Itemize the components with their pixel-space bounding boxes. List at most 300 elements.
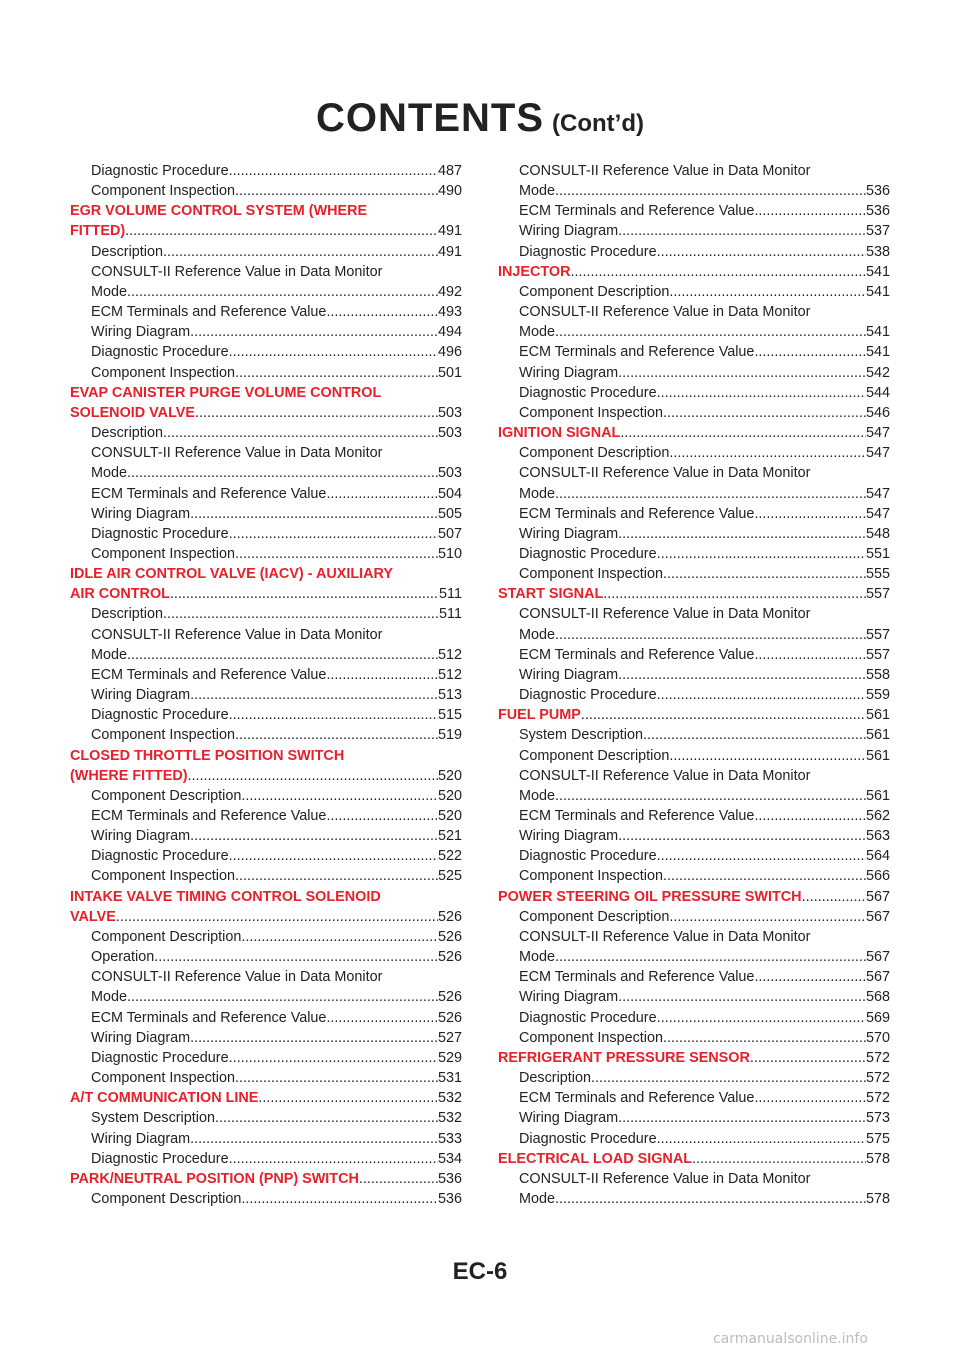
toc-entry[interactable] bbox=[70, 242, 462, 262]
toc-entry-label: System Description bbox=[519, 727, 643, 744]
dot-leader bbox=[326, 806, 438, 826]
toc-entry[interactable] bbox=[498, 443, 890, 463]
toc-entry-line: CONSULT-II Reference Value in Data Monitor bbox=[519, 1170, 811, 1187]
dot-leader bbox=[235, 181, 438, 201]
toc-entry-label: ECM Terminals and Reference Value bbox=[91, 304, 327, 321]
page-number: EC-6 bbox=[452, 1258, 508, 1285]
dot-leader bbox=[229, 1048, 438, 1068]
toc-entry-label: VALVE bbox=[70, 908, 116, 925]
toc-entry-label: Wiring Diagram bbox=[519, 989, 619, 1006]
toc-entry[interactable] bbox=[70, 685, 462, 705]
dot-leader bbox=[603, 584, 866, 604]
toc-entry-page: 492 bbox=[437, 283, 462, 300]
toc-entry[interactable] bbox=[70, 1068, 462, 1088]
toc-entry[interactable] bbox=[498, 322, 890, 342]
toc-entry[interactable] bbox=[70, 665, 462, 685]
toc-entry-page: 536 bbox=[865, 183, 890, 200]
toc-entry[interactable] bbox=[70, 947, 462, 967]
toc-entry-label: POWER STEERING OIL PRESSURE SWITCH bbox=[498, 888, 802, 905]
toc-entry[interactable] bbox=[498, 524, 890, 544]
toc-entry[interactable] bbox=[70, 322, 462, 342]
toc-entry-page: 544 bbox=[865, 384, 890, 401]
toc-section-heading[interactable] bbox=[70, 1088, 462, 1108]
toc-entry-page: 555 bbox=[865, 566, 890, 583]
page-title bbox=[0, 96, 960, 141]
dot-leader bbox=[618, 363, 866, 383]
toc-entry[interactable] bbox=[498, 1189, 890, 1209]
dot-leader bbox=[235, 363, 438, 383]
toc-entry-page: 504 bbox=[437, 485, 462, 502]
toc-entry-line: CONSULT-II Reference Value in Data Monitor bbox=[91, 626, 383, 643]
toc-entry-label: ECM Terminals and Reference Value bbox=[519, 505, 755, 522]
toc-entry-page: 557 bbox=[865, 586, 890, 603]
toc-entry-label: Mode bbox=[91, 283, 127, 300]
toc-entry-line: CONSULT-II Reference Value in Data Monitor bbox=[91, 969, 383, 986]
dot-leader bbox=[754, 1088, 866, 1108]
toc-entry-page: 526 bbox=[437, 949, 462, 966]
toc-entry[interactable] bbox=[70, 544, 462, 564]
toc-entry-label: ECM Terminals and Reference Value bbox=[91, 666, 327, 683]
toc-entry[interactable] bbox=[498, 685, 890, 705]
dot-leader bbox=[188, 766, 438, 786]
toc-entry-label: System Description bbox=[91, 1110, 215, 1127]
toc-entry[interactable] bbox=[70, 927, 462, 947]
dot-leader bbox=[229, 705, 438, 725]
dot-leader bbox=[555, 484, 866, 504]
toc-entry-label: Component Description bbox=[91, 928, 242, 945]
dot-leader bbox=[663, 564, 866, 584]
toc-entry-page: 578 bbox=[865, 1190, 890, 1207]
toc-entry[interactable] bbox=[498, 1028, 890, 1048]
toc-entry-page: 534 bbox=[437, 1150, 462, 1167]
toc-entry[interactable] bbox=[70, 645, 462, 665]
toc-entry-page: 569 bbox=[865, 1009, 890, 1026]
toc-entry-page: 511 bbox=[439, 586, 462, 603]
toc-entry[interactable] bbox=[70, 282, 462, 302]
dot-leader bbox=[190, 1028, 438, 1048]
dot-leader bbox=[802, 887, 866, 907]
toc-entry-label: ECM Terminals and Reference Value bbox=[519, 808, 755, 824]
dot-leader bbox=[190, 685, 438, 705]
toc-entry-label: Diagnostic Procedure bbox=[519, 1130, 657, 1147]
toc-entry-page: 561 bbox=[865, 707, 890, 724]
toc-entry-label: Diagnostic Procedure bbox=[91, 1049, 229, 1066]
toc-section-heading[interactable] bbox=[498, 1048, 890, 1068]
toc-entry-page: 567 bbox=[865, 908, 890, 925]
toc-entry-label: ECM Terminals and Reference Value bbox=[91, 485, 327, 502]
toc-entry-page: 503 bbox=[437, 465, 462, 482]
toc-entry[interactable] bbox=[70, 524, 462, 544]
dot-leader bbox=[754, 504, 866, 524]
toc-entry-page: 491 bbox=[437, 223, 462, 240]
toc-entry-page: 520 bbox=[437, 808, 462, 824]
toc-entry[interactable] bbox=[498, 665, 890, 685]
toc-entry[interactable] bbox=[70, 1189, 462, 1209]
dot-leader bbox=[241, 927, 438, 947]
dot-leader bbox=[581, 705, 866, 725]
toc-left-column bbox=[70, 161, 462, 1209]
dot-leader bbox=[663, 403, 866, 423]
toc-entry-label: Diagnostic Procedure bbox=[519, 687, 657, 704]
toc-section-heading[interactable] bbox=[498, 423, 890, 443]
toc-entry-label: ELECTRICAL LOAD SIGNAL bbox=[498, 1150, 693, 1167]
dot-leader bbox=[555, 786, 866, 806]
toc-entry-label: Description bbox=[519, 1070, 591, 1087]
toc-entry-page: 548 bbox=[865, 525, 890, 542]
toc-entry[interactable] bbox=[498, 1129, 890, 1149]
toc-entry[interactable] bbox=[498, 242, 890, 262]
toc-entry-label: Mode bbox=[519, 949, 555, 966]
toc-entry-label: Component Description bbox=[91, 787, 242, 804]
toc-entry-page: 522 bbox=[437, 848, 462, 865]
toc-entry-line: CONSULT-II Reference Value in Data Monitor bbox=[91, 445, 383, 462]
toc-right-column bbox=[498, 161, 890, 1209]
dot-leader bbox=[618, 221, 866, 241]
toc-entry-page: 510 bbox=[437, 545, 462, 562]
toc-entry-page: 520 bbox=[437, 767, 462, 784]
dot-leader bbox=[618, 665, 866, 685]
dot-leader bbox=[750, 1048, 866, 1068]
toc-entry[interactable] bbox=[70, 423, 462, 443]
dot-leader bbox=[669, 746, 866, 766]
dot-leader bbox=[241, 1189, 438, 1209]
toc-entry-page: 561 bbox=[865, 727, 890, 744]
dot-leader bbox=[190, 1129, 438, 1149]
toc-entry[interactable] bbox=[70, 604, 462, 624]
dot-leader bbox=[591, 1068, 866, 1088]
toc-entry[interactable] bbox=[498, 866, 890, 886]
toc-entry[interactable] bbox=[70, 302, 462, 322]
toc-entry-page: 536 bbox=[437, 1170, 462, 1187]
dot-leader bbox=[326, 665, 438, 685]
toc-entry[interactable] bbox=[70, 1028, 462, 1048]
dot-leader bbox=[754, 342, 866, 362]
title-main: CONTENTS bbox=[316, 96, 545, 140]
toc-entry[interactable] bbox=[498, 806, 890, 826]
toc-entry-page: 526 bbox=[437, 989, 462, 1006]
toc-entry-page: 567 bbox=[865, 888, 890, 905]
toc-entry-page: 568 bbox=[865, 989, 890, 1006]
toc-entry[interactable] bbox=[70, 866, 462, 886]
toc-entry-page: 573 bbox=[865, 1110, 890, 1127]
toc-entry-label: Diagnostic Procedure bbox=[519, 848, 657, 865]
toc-entry-page: 532 bbox=[437, 1110, 462, 1127]
toc-entry-line: CONSULT-II Reference Value in Data Monitor bbox=[91, 263, 383, 280]
toc-entry[interactable] bbox=[498, 544, 890, 564]
toc-entry[interactable] bbox=[498, 987, 890, 1007]
dot-leader bbox=[657, 544, 866, 564]
toc-entry[interactable] bbox=[70, 705, 462, 725]
toc-entry-label: Component Inspection bbox=[91, 727, 235, 744]
toc-entry-page: 547 bbox=[865, 505, 890, 522]
toc-entry-page: 494 bbox=[437, 324, 462, 341]
dot-leader bbox=[754, 201, 866, 221]
toc-entry-page: 547 bbox=[865, 485, 890, 502]
toc-entry[interactable] bbox=[498, 201, 890, 221]
toc-entry[interactable] bbox=[70, 1008, 462, 1028]
toc-entry[interactable] bbox=[498, 725, 890, 745]
toc-entry-label: Component Description bbox=[91, 1190, 242, 1207]
dot-leader bbox=[190, 826, 438, 846]
toc-entry[interactable] bbox=[70, 806, 462, 826]
dot-leader bbox=[643, 725, 866, 745]
toc-entry[interactable] bbox=[70, 846, 462, 866]
toc-entry-label: Diagnostic Procedure bbox=[519, 545, 657, 562]
toc-section-heading-line: INTAKE VALVE TIMING CONTROL SOLENOID bbox=[70, 888, 381, 905]
dot-leader bbox=[359, 1169, 438, 1189]
toc-entry[interactable] bbox=[498, 947, 890, 967]
toc-entry-label: FITTED) bbox=[70, 223, 126, 240]
toc-section-heading[interactable] bbox=[498, 887, 890, 907]
toc-entry[interactable] bbox=[70, 725, 462, 745]
toc-entry[interactable] bbox=[498, 403, 890, 423]
toc-entry[interactable] bbox=[498, 282, 890, 302]
toc-entry-page: 541 bbox=[865, 344, 890, 361]
dot-leader bbox=[657, 242, 866, 262]
toc-entry-label: AIR CONTROL bbox=[70, 586, 170, 603]
dot-leader bbox=[154, 947, 438, 967]
toc-entry-label: Component Inspection bbox=[519, 1029, 663, 1046]
toc-entry-label: ECM Terminals and Reference Value bbox=[91, 808, 327, 824]
toc-section-heading-line: EVAP CANISTER PURGE VOLUME CONTROL bbox=[70, 384, 382, 401]
toc-entry-page: 521 bbox=[437, 828, 462, 845]
toc-entry-page: 566 bbox=[865, 868, 890, 885]
toc-entry-line: CONSULT-II Reference Value in Data Monitor bbox=[519, 606, 811, 623]
toc-section-heading[interactable] bbox=[70, 907, 462, 927]
dot-leader bbox=[215, 1108, 438, 1128]
toc-entry-page: 513 bbox=[437, 687, 462, 704]
toc-entry-page: 512 bbox=[437, 646, 462, 663]
dot-leader bbox=[663, 1028, 866, 1048]
toc-entry-page: 490 bbox=[437, 183, 462, 200]
toc-entry-label: ECM Terminals and Reference Value bbox=[91, 1009, 327, 1026]
dot-leader bbox=[555, 322, 866, 342]
toc-entry-label: Operation bbox=[91, 949, 155, 966]
toc-entry-label: Wiring Diagram bbox=[519, 828, 619, 845]
toc-entry[interactable] bbox=[498, 746, 890, 766]
dot-leader bbox=[555, 181, 866, 201]
toc-entry[interactable] bbox=[70, 342, 462, 362]
dot-leader bbox=[195, 403, 438, 423]
dot-leader bbox=[235, 1068, 438, 1088]
toc-entry[interactable] bbox=[498, 1068, 890, 1088]
toc-entry-page: 533 bbox=[437, 1130, 462, 1147]
toc-entry-label: Mode bbox=[519, 485, 555, 502]
dot-leader bbox=[669, 443, 866, 463]
toc-entry[interactable] bbox=[70, 987, 462, 1007]
toc-section-heading-line: EGR VOLUME CONTROL SYSTEM (WHERE bbox=[70, 203, 368, 220]
dot-leader bbox=[326, 484, 438, 504]
toc-entry-page: 511 bbox=[439, 606, 462, 623]
toc-entry-label: Wiring Diagram bbox=[91, 828, 191, 845]
toc-entry-page: 507 bbox=[437, 525, 462, 542]
toc-entry-page: 536 bbox=[865, 203, 890, 220]
toc-entry-page: 529 bbox=[437, 1049, 462, 1066]
dot-leader bbox=[618, 987, 866, 1007]
toc-entry-label: Mode bbox=[519, 1190, 555, 1207]
toc-entry-page: 563 bbox=[865, 828, 890, 845]
dot-leader bbox=[657, 685, 866, 705]
toc-entry-label: A/T COMMUNICATION LINE bbox=[70, 1090, 259, 1107]
toc-entry-label: Diagnostic Procedure bbox=[91, 848, 229, 865]
toc-entry[interactable] bbox=[498, 625, 890, 645]
toc-section-heading[interactable] bbox=[498, 705, 890, 725]
toc-entry-page: 542 bbox=[865, 364, 890, 381]
toc-entry-label: Wiring Diagram bbox=[91, 687, 191, 704]
toc-entry-page: 515 bbox=[437, 707, 462, 724]
toc-entry[interactable] bbox=[498, 967, 890, 987]
toc-entry[interactable] bbox=[498, 383, 890, 403]
toc-entry-page: 526 bbox=[437, 908, 462, 925]
toc-entry-label: Diagnostic Procedure bbox=[91, 707, 229, 724]
toc-entry-label: Component Inspection bbox=[91, 1070, 235, 1087]
toc-entry-page: 538 bbox=[865, 243, 890, 260]
toc-entry-page: 541 bbox=[865, 263, 890, 280]
toc-entry-label: PARK/NEUTRAL POSITION (PNP) SWITCH bbox=[70, 1170, 359, 1187]
toc-entry[interactable] bbox=[70, 463, 462, 483]
toc-section-heading[interactable] bbox=[70, 1169, 462, 1189]
toc-entry[interactable] bbox=[70, 363, 462, 383]
toc-entry[interactable] bbox=[70, 826, 462, 846]
toc-entry-label: Component Description bbox=[519, 445, 670, 462]
toc-entry-page: 551 bbox=[865, 545, 890, 562]
toc-entry[interactable] bbox=[498, 504, 890, 524]
toc-entry-label: IGNITION SIGNAL bbox=[498, 425, 621, 442]
toc-entry-page: 512 bbox=[437, 666, 462, 683]
toc-section-heading[interactable] bbox=[70, 766, 462, 786]
dot-leader bbox=[618, 826, 866, 846]
toc-entry[interactable] bbox=[498, 564, 890, 584]
toc-entry-page: 541 bbox=[865, 283, 890, 300]
dot-leader bbox=[657, 383, 866, 403]
toc-entry-page: 575 bbox=[865, 1130, 890, 1147]
toc-entry-page: 559 bbox=[865, 687, 890, 704]
toc-entry-page: 487 bbox=[437, 163, 462, 179]
toc-entry-page: 491 bbox=[437, 243, 462, 260]
toc-entry-label: Mode bbox=[91, 646, 127, 663]
dot-leader bbox=[571, 262, 866, 282]
toc-entry-label: Component Inspection bbox=[519, 868, 663, 885]
toc-entry-page: 493 bbox=[437, 304, 462, 321]
toc-entry[interactable] bbox=[70, 181, 462, 201]
toc-entry[interactable] bbox=[70, 1108, 462, 1128]
toc-entry-line: CONSULT-II Reference Value in Data Monitor bbox=[519, 163, 811, 179]
toc-entry-page: 572 bbox=[865, 1049, 890, 1066]
dot-leader bbox=[618, 524, 866, 544]
toc-entry[interactable] bbox=[70, 786, 462, 806]
toc-entry-label: START SIGNAL bbox=[498, 586, 604, 603]
toc-entry[interactable] bbox=[498, 846, 890, 866]
dot-leader bbox=[669, 282, 866, 302]
toc-entry-page: 562 bbox=[865, 808, 890, 824]
dot-leader bbox=[127, 645, 438, 665]
toc-section-heading[interactable] bbox=[70, 403, 462, 423]
toc-section-heading-line: IDLE AIR CONTROL VALVE (IACV) - AUXILIARY bbox=[70, 566, 393, 583]
dot-leader bbox=[669, 907, 866, 927]
toc-entry-page: 561 bbox=[865, 787, 890, 804]
toc-entry-label: ECM Terminals and Reference Value bbox=[519, 344, 755, 361]
toc-section-heading[interactable] bbox=[70, 221, 462, 241]
toc-entry[interactable] bbox=[70, 484, 462, 504]
toc-entry-page: 503 bbox=[437, 404, 462, 421]
dot-leader bbox=[555, 625, 866, 645]
dot-leader bbox=[663, 866, 866, 886]
toc-entry-line: CONSULT-II Reference Value in Data Monitor bbox=[519, 465, 811, 482]
toc-entry[interactable] bbox=[70, 504, 462, 524]
toc-entry[interactable] bbox=[498, 1088, 890, 1108]
toc-entry[interactable] bbox=[498, 484, 890, 504]
title-subtitle: (Cont’d) bbox=[552, 110, 644, 137]
toc-entry-page: 525 bbox=[437, 868, 462, 885]
toc-entry-page: 496 bbox=[437, 344, 462, 361]
toc-entry[interactable] bbox=[498, 786, 890, 806]
toc-entry-label: Diagnostic Procedure bbox=[91, 344, 229, 361]
toc-entry[interactable] bbox=[498, 1008, 890, 1028]
toc-entry-page: 505 bbox=[437, 505, 462, 522]
toc-entry-label: Component Description bbox=[519, 747, 670, 764]
dot-leader bbox=[754, 645, 866, 665]
toc-entry-page: 531 bbox=[437, 1070, 462, 1087]
toc-entry-label: FUEL PUMP bbox=[498, 707, 581, 724]
toc-entry[interactable] bbox=[498, 826, 890, 846]
dot-leader bbox=[163, 242, 438, 262]
toc-entry-label: Mode bbox=[91, 989, 127, 1006]
toc-entry[interactable] bbox=[70, 1149, 462, 1169]
toc-section-heading[interactable] bbox=[70, 584, 462, 604]
toc-entry[interactable] bbox=[498, 363, 890, 383]
toc-entry-page: 570 bbox=[865, 1029, 890, 1046]
toc-entry[interactable] bbox=[70, 1048, 462, 1068]
toc-entry-line: CONSULT-II Reference Value in Data Monitor bbox=[519, 304, 811, 321]
toc-entry[interactable] bbox=[498, 342, 890, 362]
toc-entry-page: 537 bbox=[865, 223, 890, 240]
toc-entry-label: (WHERE FITTED) bbox=[70, 767, 188, 784]
toc-entry[interactable] bbox=[498, 645, 890, 665]
toc-entry-label: Mode bbox=[519, 626, 555, 643]
toc-entry-page: 536 bbox=[437, 1190, 462, 1207]
toc-entry-label: Mode bbox=[91, 465, 127, 482]
toc-entry-page: 567 bbox=[865, 949, 890, 966]
toc-entry-label: Diagnostic Procedure bbox=[91, 163, 229, 179]
dot-leader bbox=[258, 1088, 438, 1108]
toc-entry-label: Component Inspection bbox=[91, 364, 235, 381]
toc-entry-label: Wiring Diagram bbox=[519, 525, 619, 542]
dot-leader bbox=[692, 1149, 866, 1169]
toc-entry-label: Diagnostic Procedure bbox=[519, 1009, 657, 1026]
toc-entry-label: ECM Terminals and Reference Value bbox=[519, 1090, 755, 1107]
toc-section-heading[interactable] bbox=[498, 262, 890, 282]
toc-entry[interactable] bbox=[498, 907, 890, 927]
dot-leader bbox=[190, 322, 438, 342]
toc-entry[interactable] bbox=[70, 161, 462, 181]
toc-entry[interactable] bbox=[498, 181, 890, 201]
dot-leader bbox=[235, 544, 438, 564]
toc-entry[interactable] bbox=[498, 221, 890, 241]
toc-entry[interactable] bbox=[498, 1108, 890, 1128]
dot-leader bbox=[127, 987, 438, 1007]
toc-section-heading[interactable] bbox=[498, 1149, 890, 1169]
dot-leader bbox=[229, 846, 438, 866]
toc-entry-label: Wiring Diagram bbox=[519, 364, 619, 381]
dot-leader bbox=[190, 504, 438, 524]
toc-section-heading[interactable] bbox=[498, 584, 890, 604]
dot-leader bbox=[229, 161, 438, 181]
toc-entry-label: Description bbox=[91, 606, 163, 623]
toc-entry[interactable] bbox=[70, 1129, 462, 1149]
toc-entry-page: 558 bbox=[865, 666, 890, 683]
toc-entry-label: Diagnostic Procedure bbox=[91, 1150, 229, 1167]
toc-entry-label: Description bbox=[91, 243, 163, 260]
